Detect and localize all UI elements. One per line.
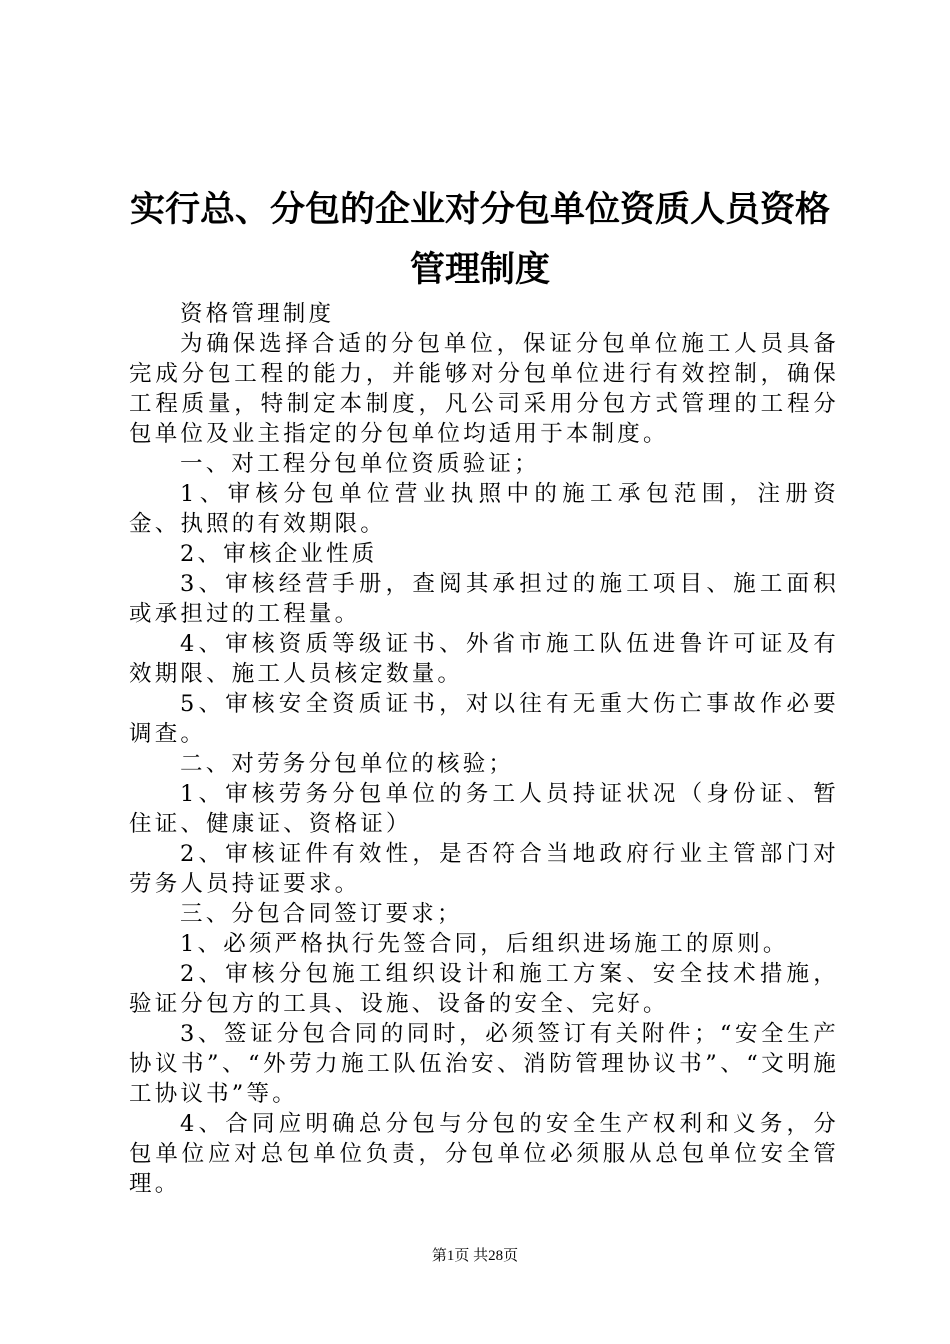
section-heading-2: 二、对劳务分包单位的核验； — [180, 751, 515, 777]
section-3-item-4: 4、合同应明确总分包与分包的安全生产权利和义务，分包单位应对总包单位负责，分包单位必须服从总包单位安全管理。 — [129, 1111, 839, 1197]
page-footer: 第1页 共28页 — [431, 1248, 519, 1264]
section-1-item-5: 5、审核安全资质证书，对以往有无重大伤亡事故作必要调查。 — [129, 691, 839, 747]
section-2-item-1: 1、审核劳务分包单位的务工人员持证状况（身份证、暂住证、健康证、资格证） — [129, 781, 839, 837]
document-body — [129, 299, 839, 1199]
section-3-item-1: 1、必须严格执行先签合同，后组织进场施工的原则。 — [180, 931, 789, 957]
document-title-line-1: 实行总、分包的企业对分包单位资质人员资格 — [129, 190, 830, 230]
section-3-item-2: 2、审核分包施工组织设计和施工方案、安全技术措施，验证分包方的工具、设施、设备的安全、完好。 — [129, 961, 839, 1017]
section-1-item-3: 3、审核经营手册，查阅其承担过的施工项目、施工面积或承担过的工程量。 — [129, 571, 839, 627]
section-1-item-2: 2、审核企业性质 — [180, 541, 378, 567]
section-3-item-3: 3、签证分包合同的同时，必须签订有关附件；“安全生产协议书”、“外劳力施工队伍治安、消防管理协议书”、“文明施工协议书”等。 — [129, 1021, 839, 1107]
section-1-item-4: 4、审核资质等级证书、外省市施工队伍进鲁许可证及有效期限、施工人员核定数量。 — [129, 631, 839, 687]
subtitle-paragraph: 资格管理制度 — [180, 301, 335, 327]
section-heading-1: 一、对工程分包单位资质验证； — [180, 451, 540, 477]
section-2-item-2: 2、审核证件有效性，是否符合当地政府行业主管部门对劳务人员持证要求。 — [129, 841, 839, 897]
section-heading-3: 三、分包合同签订要求； — [180, 901, 463, 927]
section-1-item-1: 1、审核分包单位营业执照中的施工承包范围，注册资金、执照的有效期限。 — [129, 481, 839, 537]
intro-paragraph: 为确保选择合适的分包单位，保证分包单位施工人员具备完成分包工程的能力，并能够对分包单位进行有效控制，确保工程质量，特制定本制度，凡公司采用分包方式管理的工程分包单位及业主指定的分包单位均适用于本制度。 — [129, 331, 839, 447]
document-title-line-2: 管理制度 — [409, 250, 550, 290]
